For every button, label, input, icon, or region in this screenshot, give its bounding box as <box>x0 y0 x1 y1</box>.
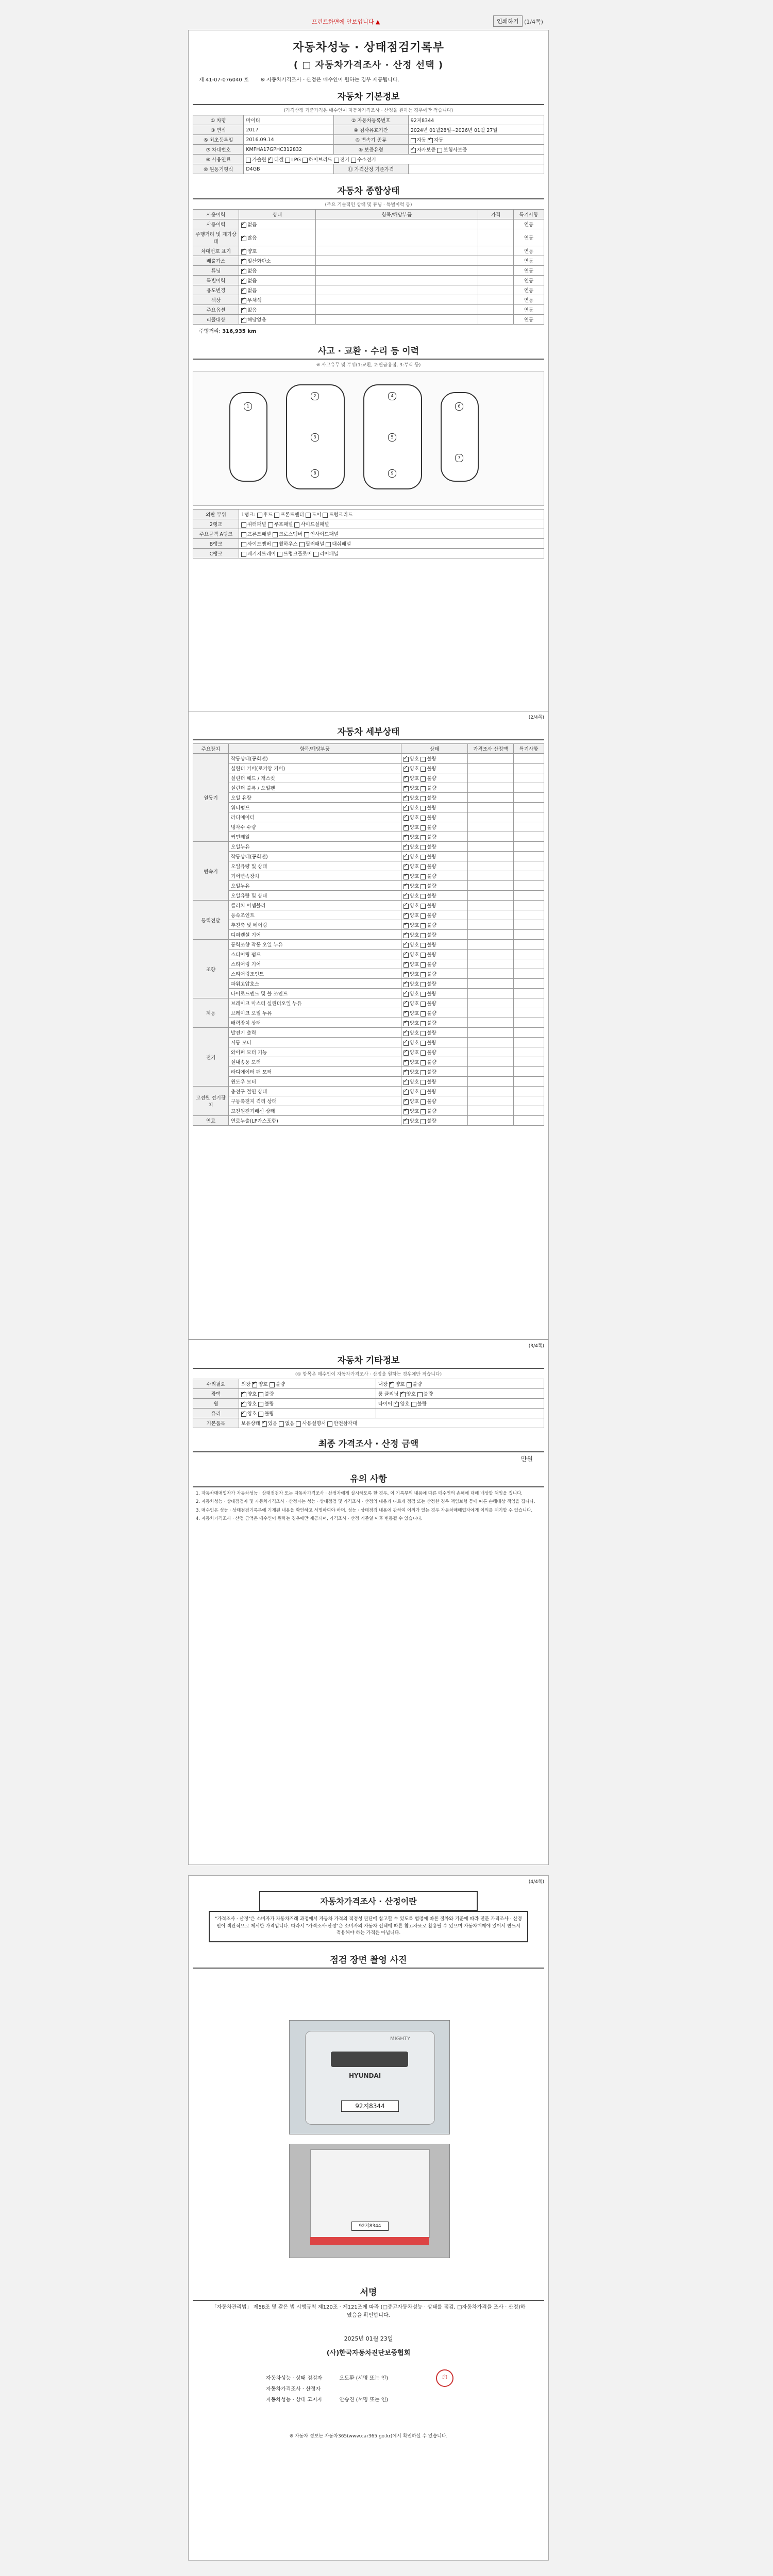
detail-group: 제동 <box>193 998 229 1028</box>
caution-item: 1. 자동차매매업자가 자동차성능 · 상태점검자 또는 자동차가격조사 · 산정자에게 실시하도록 한 경우, 이 기록부의 내용에 따른 매수인의 손해에 대해 배상할 책임을 집니다. <box>196 1491 523 1496</box>
detail-row: 파워고압호스 ✓ 양호 불량 <box>193 979 544 989</box>
overall-row: 리콜대상 ✓ 해당없음 연동 <box>193 315 544 325</box>
sign-text: 「자동차관리법」 제58조 및 같은 법 시행규칙 제120조 · 제121조에 따라 (□중고자동차성능 · 상태를 점검, □자동차가격을 조사 · 산정)하였음을 확인합니다. <box>211 2304 526 2318</box>
detail-row: 윈도우 모터 ✓ 양호 불량 <box>193 1077 544 1087</box>
detail-item: 실내송풍 모터 <box>229 1057 401 1067</box>
detail-group: 원동기 <box>193 754 229 842</box>
detail-item: 타이로드엔드 및 볼 조인트 <box>229 989 401 998</box>
overall-status: 없음 <box>247 288 257 294</box>
sign-title: 서명 <box>193 2283 544 2301</box>
detail-group: 연료 <box>193 1116 229 1126</box>
first-reg: 2016.09.14 <box>244 135 333 145</box>
caution-title: 유의 사항 <box>193 1469 544 1487</box>
overall-item: 리콜대상 <box>193 315 239 325</box>
inspector-name: 오도환 <box>339 2376 355 2381</box>
mileage: 316,935 km <box>222 329 257 334</box>
detail-row: 커먼레일 ✓ 양호 불량 <box>193 832 544 842</box>
detail-group: 동력전달 <box>193 901 229 940</box>
detail-item: 와이퍼 모터 기능 <box>229 1047 401 1057</box>
detail-item: 오일유량 및 상태 <box>229 861 401 871</box>
detail-item: 스티어링조인트 <box>229 969 401 979</box>
detail-row: 추진축 및 베어링 ✓ 양호 불량 <box>193 920 544 930</box>
detail-row: 변속기 오일누유 ✓ 양호 불량 <box>193 842 544 852</box>
detail-item: 디퍼렌셜 기어 <box>229 930 401 940</box>
footer-note: ※ 자동차 정보는 자동차365(www.car365.go.kr)에서 확인하실 수 있습니다. <box>289 2434 448 2439</box>
overall-row: 용도변경 ✓ 없음 연동 <box>193 285 544 295</box>
detail-group: 전기 <box>193 1028 229 1087</box>
sign-org: (사)한국자동차진단보증협회 <box>326 2349 411 2357</box>
detail-row: 실내송풍 모터 ✓ 양호 불량 <box>193 1057 544 1067</box>
detail-row: 와이퍼 모터 기능 ✓ 양호 불량 <box>193 1047 544 1057</box>
detail-row: 작동상태(공회전) ✓ 양호 불량 <box>193 852 544 861</box>
page-indicator: (1/4쪽) <box>524 19 543 25</box>
detail-item: 작동상태(공회전) <box>229 754 401 764</box>
car-name: 마이티 <box>244 115 333 125</box>
detail-item: 라디에이터 <box>229 812 401 822</box>
overall-item: 특별이력 <box>193 276 239 285</box>
detail-row: 등속조인트 ✓ 양호 불량 <box>193 910 544 920</box>
detail-item: 커먼레일 <box>229 832 401 842</box>
detail-item: 기어변속장치 <box>229 871 401 881</box>
caution-item: 3. 매수인은 성능 · 상태점검기록부에 기재된 내용을 확인하고 서명하여야 하며, 성능 · 상태점검 내용에 관하여 이의가 있는 경우 자동차매매업자에게 이의를 제기할 수 있습니다. <box>196 1507 533 1513</box>
doc-title: 자동차성능 · 상태점검기록부 <box>293 41 444 54</box>
detail-item: 브레이크 오일 누유 <box>229 1008 401 1018</box>
overall-status: 해당없음 <box>247 317 266 323</box>
detail-row: 디퍼렌셜 기어 ✓ 양호 불량 <box>193 930 544 940</box>
price-box-body: "가격조사 · 산정"은 소비자가 자동차거래 과정에서 자동차 가격의 적정성 판단에 참고할 수 있도록 법령에 따른 절차와 기준에 따라 전문 가격조사 · 산정인이 객관적으로 제시한 가격입니다. 따라서 "가격조사·산정"은 소비자의 자동차 선택에 따른 참고자료로 활용될 수 있으며 자동차매매에 있어서 반드시 적용해야 하는 가격은 아닙니다. <box>209 1911 528 1942</box>
detail-item: 워터펌프 <box>229 803 401 812</box>
detail-row: 라디에이터 ✓ 양호 불량 <box>193 812 544 822</box>
detail-title: 자동차 세부상태 <box>193 722 544 740</box>
detail-item: 배력장치 상태 <box>229 1018 401 1028</box>
detail-item: 오일유량 및 상태 <box>229 891 401 901</box>
hyundai-logo: HYUNDAI <box>349 2072 381 2079</box>
detail-item: 추진축 및 베어링 <box>229 920 401 930</box>
detail-row: 실린더 헤드 / 개스킷 ✓ 양호 불량 <box>193 773 544 783</box>
overall-row: 튜닝 ✓ 없음 연동 <box>193 266 544 276</box>
detail-item: 실린더 헤드 / 개스킷 <box>229 773 401 783</box>
detail-row: 전기 발전기 출력 ✓ 양호 불량 <box>193 1028 544 1038</box>
repair-title: 사고 · 교환 · 수리 등 이력 <box>193 342 544 360</box>
detail-row: 오일유량 및 상태 ✓ 양호 불량 <box>193 891 544 901</box>
page-3: (3/4쪽) 자동차 기타정보 (① 항목은 매수인이 자동차가격조사 · 산정을 원하는 경우에만 적습니다) 수리필요 외장 ✓양호 불량 내장 ✓양호 불량 광택 ✓ 양호 불량 룸 클리닝 ✓양호 불량 휠 ✓ 양호 불량 타이어 ✓양호 불량 유리 ✓ 양호 불량 기본품목 보유상태 ✓있음 없음 사용설명서 안전삼각대 최종 가격조사 · 산정 금액 만원 유의 사항 1. 자동차매매업자가 자동차성능 · 상태점검자 또는 자동차가격조사 · 산정자에게 실시하도록 한 경우, 이 기록부의 내용에 따른 매수인의 손해에 대해 배상할 책임을 집니다. 2. 자동차성능 · 상태점검자 및 자동차가격조사 · 산정자는 성능 · 상태점검 및 가격조사 · 산정의 내용과 다르게 점검 또는 산정한 경우 책임보험 등에 따른 손해배상 책임을 집니다. 3. 매수인은 성능 · 상태점검기록부에 기재된 내용을 확인하고 서명하여야 하며, 성능 · 상태점검 내용에 관하여 이의가 있는 경우 자동차매매업자에게 이의를 제기할 수 있습니다. 4. 자동차가격조사 · 산정 금액은 매수인이 원하는 경우에만 제공되며, 가격조사 · 산정 기준일 이후 변동될 수 있습니다. <box>188 1340 549 1865</box>
print-button[interactable]: 인쇄하기 <box>493 15 523 27</box>
detail-row: 브레이크 오일 누유 ✓ 양호 불량 <box>193 1008 544 1018</box>
detail-row: 오일누유 ✓ 양호 불량 <box>193 881 544 891</box>
detail-row: 타이로드엔드 및 볼 조인트 ✓ 양호 불량 <box>193 989 544 998</box>
detail-item: 등속조인트 <box>229 910 401 920</box>
detail-item: 윈도우 모터 <box>229 1077 401 1087</box>
detail-item: 작동상태(공회전) <box>229 852 401 861</box>
overall-row: 특별이력 ✓ 없음 연동 <box>193 276 544 285</box>
detail-table: 주요장치 항목/해당부품 상태 가격조사·산정액 특기사항 원동기 작동상태(공회전) ✓ 양호 불량 실린더 커버(로커암 커버) ✓ 양호 불량 실린더 헤드 / 개스킷 ✓ 양호 불량 실린더 블록 / 오일팬 ✓ 양호 불량 오일 유량 ✓ 양호 불량 워터펌프 ✓ 양호 불량 라디에이터 ✓ 양호 불량 냉각수 수량 ✓ 양호 불량 커먼레일 ✓ 양호 불량 변속기 오일누유 ✓ 양호 불량 작동상태(공회전) ✓ 양호 불량 오일유량 및 상태 ✓ 양호 불량 기어변속장치 ✓ 양호 불량 오일누유 ✓ 양호 불량 오일유량 및 상태 ✓ 양호 불량 동력전달 클러치 어셈블리 ✓ 양호 불량 등속조인트 ✓ 양호 불량 추진축 및 베어링 ✓ 양호 불량 디퍼렌셜 기어 ✓ 양호 불량 조향 동력조향 작동 오일 누유 ✓ 양호 불량 스티어링 펌프 ✓ 양호 불량 스티어링 기어 ✓ 양호 불량 스티어링조인트 ✓ 양호 불량 파워고압호스 ✓ 양호 불량 타이로드엔드 및 볼 조인트 ✓ 양호 불량 제동 브레이크 마스터 실린더오일 누유 ✓ 양호 불량 브레이크 오일 누유 ✓ 양호 불량 배력장치 상태 ✓ 양호 불량 전기 발전기 출력 ✓ 양호 불량 시동 모터 ✓ 양호 불량 와이퍼 모터 기능 ✓ 양호 불량 실내송풍 모터 ✓ 양호 불량 라디에이터 팬 모터 ✓ 양호 불량 윈도우 모터 ✓ 양호 불량 고전원 전기장치 충전구 절연 상태 ✓ 양호 불량 구동축전지 격리 상태 ✓ 양호 불량 고전원전기배선 상태 ✓ 양호 불량 연료 연료누출(LP가스포함) ✓ 양호 불량 <box>193 743 544 1126</box>
price-title: 최종 가격조사 · 산정 금액 <box>193 1434 544 1452</box>
doc-subtitle: ( □ 자동차가격조사 · 산정 선택 ) <box>293 60 444 71</box>
overall-status: 양호 <box>247 249 257 255</box>
detail-row: 원동기 작동상태(공회전) ✓ 양호 불량 <box>193 754 544 764</box>
seal-stamp: 印 <box>436 2369 453 2387</box>
overall-item: 주행거리 및 계기상태 <box>193 229 239 246</box>
rear-photo: 92지8344 <box>289 2144 450 2258</box>
detail-row: 배력장치 상태 ✓ 양호 불량 <box>193 1018 544 1028</box>
overall-status: 일산화탄소 <box>247 259 271 264</box>
overall-item: 배출가스 <box>193 256 239 266</box>
detail-row: 기어변속장치 ✓ 양호 불량 <box>193 871 544 881</box>
detail-item: 동력조향 작동 오일 누유 <box>229 940 401 950</box>
detail-row: 실린더 블록 / 오일팬 ✓ 양호 불량 <box>193 783 544 793</box>
overall-row: 사용이력 ✓ 없음 연동 <box>193 219 544 229</box>
vin: KMFHA17GPHC312832 <box>244 145 333 155</box>
detail-item: 라디에이터 팬 모터 <box>229 1067 401 1077</box>
overall-item: 용도변경 <box>193 285 239 295</box>
overall-row: 차대번호 표기 ✓ 양호 연동 <box>193 246 544 256</box>
detail-item: 냉각수 수량 <box>229 822 401 832</box>
overall-status: 없음 <box>247 268 257 274</box>
detail-item: 오일누유 <box>229 842 401 852</box>
detail-row: 실린더 커버(로커암 커버) ✓ 양호 불량 <box>193 764 544 773</box>
doc-notice: ※ 자동차가격조사 · 산정은 매수인이 원하는 경우 제공됩니다. <box>260 77 399 83</box>
detail-item: 발전기 출력 <box>229 1028 401 1038</box>
basic-info-table: ① 차명 마이티 ② 자동차등록번호 92지8344 ③ 연식 2017 ④ 검사유효기간 2024년 01월28일~2026년 01월 27일 ⑤ 최초등록일 2016.09.14 ⑥ 변속기 종류 자동 ✓자동 ⑦ 차대번호 KMFHA17GPHC312832 ⑧ 보증유형 ✓ 자가보증 보험사보증 ⑨ 사용연료 가솔린 ✓디젤 LPG 하이브리드 전기 수소전기 ⑩ 원동기형식 D4GB ⑪ 가격산정 기준가격 <box>193 115 544 174</box>
doc-number: 제 41-07-076040 호 <box>199 77 249 83</box>
detail-row: 라디에이터 팬 모터 ✓ 양호 불량 <box>193 1067 544 1077</box>
detail-row: 조향 동력조향 작동 오일 누유 ✓ 양호 불량 <box>193 940 544 950</box>
detail-item: 클러치 어셈블리 <box>229 901 401 910</box>
overall-status: 없음 <box>247 222 257 228</box>
detail-row: 냉각수 수량 ✓ 양호 불량 <box>193 822 544 832</box>
license-plate: 92지8344 <box>341 2100 399 2112</box>
detail-group: 고전원 전기장치 <box>193 1087 229 1116</box>
page-4: (4/4쪽) 자동차가격조사 · 산정이란 "가격조사 · 산정"은 소비자가 자동차거래 과정에서 자동차 가격의 적정성 판단에 참고할 수 있도록 법령에 따른 절차와 기준에 따라 전문 가격조사 · 산정인이 객관적으로 제시한 가격입니다. 따라서 "가격조사·산정"은 소비자의 자동차 선택에 따른 참고자료로 활용될 수 있으며 자동차매매에 있어서 반드시 적용해야 하는 가격은 아닙니다. 점검 장면 촬영 사진 HYUNDAI MIGHTY 92지8344 92지8344 서명 「자동차관리법」 제58조 및 같은 법 시행규칙 제120조 · 제121조에 따라 (□중고자동차성능 · 상태를 점검, □자동차가격을 조사 · 산정)하였음을 확인합니다. 2025년 01월 23일 (사)한국자동차진단보증협회 자동차성능 · 상태 점검자 오도환 (서명 또는 인) 자동차가격조사 · 산정자 자동차성능 · 상태 고지자 안승진 (서명 또는 인) 印 ※ 자동차 정보는 자동차365(www.car365.go.kr)에서 확인하실 수 있습니다. <box>188 1875 549 2561</box>
detail-row: 스티어링 기어 ✓ 양호 불량 <box>193 959 544 969</box>
detail-item: 실린더 블록 / 오일팬 <box>229 783 401 793</box>
motor-type: D4GB <box>244 164 333 174</box>
detail-item: 오일 유량 <box>229 793 401 803</box>
overall-row: 주행거리 및 계기상태 ✓많음 연동 <box>193 229 544 246</box>
price-unit: 만원 <box>520 1455 533 1463</box>
detail-row: 고전원 전기장치 충전구 절연 상태 ✓ 양호 불량 <box>193 1087 544 1096</box>
detail-item: 파워고압호스 <box>229 979 401 989</box>
caution-list <box>196 1490 541 1522</box>
detail-row: 스티어링 펌프 ✓ 양호 불량 <box>193 950 544 959</box>
repair-table: 외판 부위 1랭크: 후드 프론트펜더 도어 트렁크리드 2랭크 쿼터패널 루프패널 사이드실패널 주요골격 A랭크 프론트패널 크로스멤버 인사이드패널 B랭크 사이드멤버 휠하우스 필러패널 대쉬패널 C랭크 패키지트레이 트렁크플로어 리어패널 <box>193 509 544 558</box>
overall-item: 사용이력 <box>193 219 239 229</box>
detail-item: 충전구 절연 상태 <box>229 1087 401 1096</box>
basic-info-title: 자동차 기본정보 <box>193 87 544 105</box>
overall-row: 주요옵션 ✓ 없음 연동 <box>193 305 544 315</box>
detail-item: 시동 모터 <box>229 1038 401 1047</box>
model-year: 2017 <box>244 125 333 135</box>
detail-group: 조향 <box>193 940 229 998</box>
page-2: (2/4쪽) 자동차 세부상태 주요장치 항목/해당부품 상태 가격조사·산정액 특기사항 원동기 작동상태(공회전) ✓ 양호 불량 실린더 커버(로커암 커버) ✓ 양호 불량 실린더 헤드 / 개스킷 ✓ 양호 불량 실린더 블록 / 오일팬 ✓ 양호 불량 오일 유량 ✓ 양호 불량 워터펌프 ✓ 양호 불량 라디에이터 ✓ 양호 불량 냉각수 수량 ✓ 양호 불량 커먼레일 ✓ 양호 불량 변속기 오일누유 ✓ 양호 불량 작동상태(공회전) ✓ 양호 불량 오일유량 및 상태 ✓ 양호 불량 기어변속장치 ✓ 양호 불량 오일누유 ✓ 양호 불량 오일유량 및 상태 ✓ 양호 불량 동력전달 클러치 어셈블리 ✓ 양호 불량 등속조인트 ✓ 양호 불량 추진축 및 베어링 ✓ 양호 불량 디퍼렌셜 기어 ✓ 양호 불량 조향 동력조향 작동 오일 누유 ✓ 양호 불량 스티어링 펌프 ✓ 양호 불량 스티어링 기어 ✓ 양호 불량 스티어링조인트 ✓ 양호 불량 파워고압호스 ✓ 양호 불량 타이로드엔드 및 볼 조인트 ✓ 양호 불량 제동 브레이크 마스터 실린더오일 누유 ✓ 양호 불량 브레이크 오일 누유 ✓ 양호 불량 배력장치 상태 ✓ 양호 불량 전기 발전기 출력 ✓ 양호 불량 시동 모터 ✓ 양호 불량 와이퍼 모터 기능 ✓ 양호 불량 실내송풍 모터 ✓ 양호 불량 라디에이터 팬 모터 ✓ 양호 불량 윈도우 모터 ✓ 양호 불량 고전원 전기장치 충전구 절연 상태 ✓ 양호 불량 구동축전지 격리 상태 ✓ 양호 불량 고전원전기배선 상태 ✓ 양호 불량 연료 연료누출(LP가스포함) ✓ 양호 불량 <box>188 711 549 1340</box>
detail-row: 스티어링조인트 ✓ 양호 불량 <box>193 969 544 979</box>
overall-status: 많음 <box>247 235 257 241</box>
overall-item: 주요옵션 <box>193 305 239 315</box>
detail-row: 동력전달 클러치 어셈블리 ✓ 양호 불량 <box>193 901 544 910</box>
photo-title: 점검 장면 촬영 사진 <box>193 1951 544 1969</box>
signature-block: 자동차성능 · 상태 점검자 오도환 (서명 또는 인) 자동차가격조사 · 산정자 자동차성능 · 상태 고지자 안승진 (서명 또는 인) 印 <box>266 2370 472 2406</box>
detail-row: 워터펌프 ✓ 양호 불량 <box>193 803 544 812</box>
overall-status: 무채색 <box>247 298 262 303</box>
detail-row: 제동 브레이크 마스터 실린더오일 누유 ✓ 양호 불량 <box>193 998 544 1008</box>
top-toolbar <box>188 14 549 28</box>
detail-item: 브레이크 마스터 실린더오일 누유 <box>229 998 401 1008</box>
detail-item: 연료누출(LP가스포함) <box>229 1116 401 1126</box>
detail-item: 스티어링 펌프 <box>229 950 401 959</box>
basic-info-note: (가격산정 기준가격은 매수인이 자동차가격조사 · 산정을 원하는 경우에만 적습니다) <box>283 108 453 113</box>
detail-group: 변속기 <box>193 842 229 901</box>
mighty-logo: MIGHTY <box>390 2036 411 2042</box>
overall-status: 없음 <box>247 308 257 313</box>
overall-row: 배출가스 ✓ 일산화탄소 연동 <box>193 256 544 266</box>
overall-item: 차대번호 표기 <box>193 246 239 256</box>
overall-row: 색상 ✓ 무채색 연동 <box>193 295 544 305</box>
detail-item: 구동축전지 격리 상태 <box>229 1096 401 1106</box>
overall-title: 자동차 종합상태 <box>193 181 544 199</box>
overall-item: 튜닝 <box>193 266 239 276</box>
detail-row: 시동 모터 ✓ 양호 불량 <box>193 1038 544 1047</box>
page-1: 자동차성능 · 상태점검기록부 ( □ 자동차가격조사 · 산정 선택 ) 제 41-07-076040 호 ※ 자동차가격조사 · 산정은 매수인이 원하는 경우 제공됩니다. 자동차 기본정보 (가격산정 기준가격은 매수인이 자동차가격조사 · 산정을 원하는 경우에만 적습니다) ① 차명 마이티 ② 자동차등록번호 92지8344 ③ 연식 2017 ④ 검사유효기간 2024년 01월28일~2026년 01월 27일 ⑤ 최초등록일 2016.09.14 ⑥ 변속기 종류 자동 ✓자동 ⑦ 차대번호 KMFHA17GPHC312832 ⑧ 보증유형 ✓ 자가보증 보험사보증 ⑨ 사용연료 가솔린 ✓디젤 LPG 하이브리드 전기 수소전기 ⑩ 원동기형식 D4GB ⑪ 가격산정 기준가격 자동차 종합상태 (주요 기술적인 상태 및 튜닝 · 특별이력 등) 사용이력 상태 항목/해당부품 가격 특기사항 사용이력 ✓ 없음 연동 주행거리 및 계기상태 ✓많음 연동 차대번호 표기 ✓ 양호 연동 배출가스 ✓ 일산화탄소 연동 튜닝 ✓ 없음 연동 특별이력 ✓ 없음 연동 용도변경 ✓ 없음 연동 색상 ✓ 무채색 연동 주요옵션 ✓ 없음 연동 리콜대상 ✓ 해당없음 연동 주행거리: 316,935 km 사고 · 교환 · 수리 등 이력 ※ 사고유무 및 부위(1:교환, 2:판금용접, 3:부식 등) 1 2 3 4 5 6 7 8 9 외판 부위 1랭크: 후드 프론트펜더 도어 트렁크리드 2랭크 쿼터패널 루프패널 사이드실패널 주요골격 A랭크 프론트패널 크로스멤버 인사이드패널 B랭크 사이드멤버 휠하우스 필러패널 대쉬패널 C랭크 패키지트레이 트렁크플로어 리어패널 <box>188 30 549 713</box>
other-info-title: 자동차 기타정보 <box>193 1351 544 1369</box>
price-box-head: 자동차가격조사 · 산정이란 <box>259 1891 478 1911</box>
detail-item: 고전원전기배선 상태 <box>229 1106 401 1116</box>
overall-table: 사용이력 상태 항목/해당부품 가격 특기사항 사용이력 ✓ 없음 연동 주행거리 및 계기상태 ✓많음 연동 차대번호 표기 ✓ 양호 연동 배출가스 ✓ 일산화탄소 연동 튜닝 ✓ 없음 연동 특별이력 ✓ 없음 연동 용도변경 ✓ 없음 연동 색상 ✓ 무채색 연동 주요옵션 ✓ 없음 연동 리콜대상 ✓ 해당없음 연동 <box>193 209 544 325</box>
detail-row: 고전원전기배선 상태 ✓ 양호 불량 <box>193 1106 544 1116</box>
overall-status: 없음 <box>247 278 257 284</box>
sign-date: 2025년 01월 23일 <box>344 2335 393 2342</box>
detail-item: 실린더 커버(로커암 커버) <box>229 764 401 773</box>
other-info-table: 수리필요 외장 ✓양호 불량 내장 ✓양호 불량 광택 ✓ 양호 불량 룸 클리닝 ✓양호 불량 휠 ✓ 양호 불량 타이어 ✓양호 불량 유리 ✓ 양호 불량 기본품목 보유상태 ✓있음 없음 사용설명서 안전삼각대 <box>193 1379 544 1428</box>
detail-item: 스티어링 기어 <box>229 959 401 969</box>
notifier-name: 안승진 <box>339 2397 355 2403</box>
reg-no: 92지8344 <box>408 115 544 125</box>
overall-item: 색상 <box>193 295 239 305</box>
vehicle-diagram: 1 2 3 4 5 6 7 8 9 <box>193 371 544 506</box>
caution-item: 2. 자동차성능 · 상태점검자 및 자동차가격조사 · 산정자는 성능 · 상태점검 및 가격조사 · 산정의 내용과 다르게 점검 또는 산정한 경우 책임보험 등에 따른 손해배상 책임을 집니다. <box>196 1499 535 1505</box>
print-hint: 프린트화면에 안보입니다 ▲ <box>312 19 380 25</box>
detail-row: 구동축전지 격리 상태 ✓ 양호 불량 <box>193 1096 544 1106</box>
detail-row: 연료 연료누출(LP가스포함) ✓ 양호 불량 <box>193 1116 544 1126</box>
detail-row: 오일유량 및 상태 ✓ 양호 불량 <box>193 861 544 871</box>
front-photo <box>289 2020 450 2134</box>
detail-item: 오일누유 <box>229 881 401 891</box>
detail-row: 오일 유량 ✓ 양호 불량 <box>193 793 544 803</box>
inspect-period: 2024년 01월28일~2026년 01월 27일 <box>408 125 544 135</box>
caution-item: 4. 자동차가격조사 · 산정 금액은 매수인이 원하는 경우에만 제공되며, 가격조사 · 산정 기준일 이후 변동될 수 있습니다. <box>196 1516 423 1521</box>
